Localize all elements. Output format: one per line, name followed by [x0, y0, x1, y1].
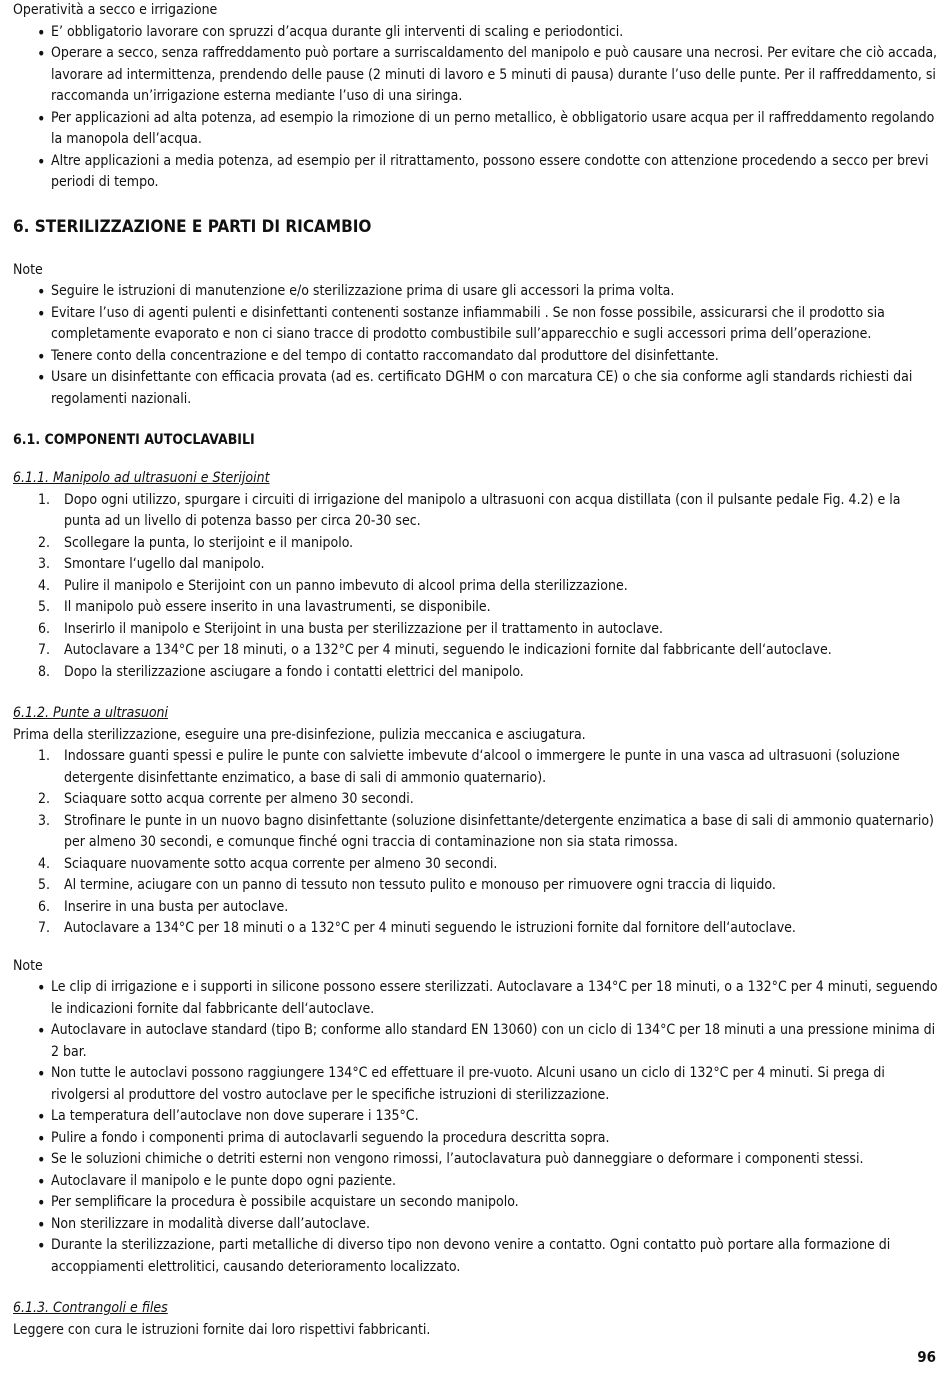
list-item — [13, 597, 938, 619]
list-item — [13, 811, 938, 854]
section-6-1-2-note-list — [13, 977, 938, 1278]
section-6-1-2-intro: Prima della sterilizzazione, eseguire una pre-disinfezione, pulizia meccanica e asciugatura. — [13, 726, 586, 743]
list-item — [13, 854, 938, 876]
section-6-1-2-steps — [13, 746, 938, 940]
step-number: 8. — [38, 663, 51, 680]
step-text: Autoclavare a 134°C per 18 minuti, o a 132°C per 4 minuti, seguendo le indicazioni fornite dal fabbricante dell‘autoclave. — [64, 642, 832, 658]
step-text: Al termine, aciugare con un panno di tessuto non tessuto pulito e monouso per rimuovere ogni traccia di liquido. — [64, 877, 776, 893]
list-item: • Non sterilizzare in modalità diverse dall’autoclave. — [13, 1214, 938, 1236]
step-number: 4. — [38, 855, 51, 872]
section-6-1-title: 6.1. COMPONENTI AUTOCLAVABILI — [13, 432, 255, 448]
list-item — [13, 640, 938, 662]
list-item — [13, 619, 938, 641]
list-item: • Tenere conto della concentrazione e del tempo di contatto raccomandato dal produttore del disinfettante. — [13, 346, 938, 368]
step-text: Inserire in una busta per autoclave. — [64, 898, 289, 915]
list-item: • Autoclavare il manipolo e le punte dopo ogni paziente. — [13, 1171, 938, 1193]
step-number: 7. — [38, 920, 51, 936]
step-number: 5. — [38, 877, 51, 893]
note-label: Note — [13, 957, 43, 974]
list-item: • Le clip di irrigazione e i supporti in silicone possono essere sterilizzati. Autoclavare a 134°C per 18 minuti, o a 132°C per 4 minuti, seguendo le indicazioni fornite dal fabbricante dell‘autoclave. — [13, 977, 938, 1020]
list-item: • La temperatura dell’autoclave non dove superare i 135°C. — [13, 1106, 938, 1128]
list-item: • Usare un disinfettante con efficacia provata (ad es. certificato DGHM o con marcatura CE) o che sia conforme agli standards richiesti dai regolamenti nazionali. — [13, 367, 938, 410]
list-item: • Per applicazioni ad alta potenza, ad esempio la rimozione di un perno metallico, è obbligatorio usare acqua per il raffreddamento regolando la manopola dell’acqua. — [13, 108, 938, 151]
step-number: 2. — [38, 534, 51, 551]
list-item: • Autoclavare in autoclave standard (tipo B; conforme allo standard EN 13060) con un ciclo di 134°C per 18 minuti a una pressione minima di 2 bar. — [13, 1020, 938, 1063]
step-number: 1. — [38, 748, 51, 764]
step-text: Dopo ogni utilizzo, spurgare i circuiti di irrigazione del manipolo a ultrasuoni con acqua distillata (con il pulsante pedale Fig. 4.2) e la punta ad un livello di potenza basso per circa 20-30 sec. — [64, 491, 901, 529]
list-item: • Pulire a fondo i componenti prima di autoclavarli seguendo la procedura descritta sopra. — [13, 1128, 938, 1150]
step-number: 5. — [38, 599, 51, 615]
list-item: • Per semplificare la procedura è possibile acquistare un secondo manipolo. — [13, 1192, 938, 1214]
section-6-1-3-text: Leggere con cura le istruzioni fornite dai loro rispettivi fabbricanti. — [13, 1321, 431, 1338]
step-text: Il manipolo può essere inserito in una lavastrumenti, se disponibile. — [64, 599, 491, 615]
list-item — [13, 897, 938, 919]
list-item — [13, 746, 938, 789]
step-number: 4. — [38, 577, 51, 594]
list-item — [13, 918, 938, 940]
step-text: Smontare l‘ugello dal manipolo. — [64, 556, 265, 572]
step-text: Dopo la sterilizzazione asciugare a fondo i contatti elettrici del manipolo. — [64, 663, 524, 680]
list-item — [13, 576, 938, 598]
step-number: 3. — [38, 556, 51, 572]
step-number: 1. — [38, 491, 51, 508]
section-6-1-2-title: 6.1.2. Punte a ultrasuoni — [13, 705, 169, 721]
section-6-1-1-title: 6.1.1. Manipolo ad ultrasuoni e Sterijoint — [13, 470, 270, 486]
section-6-1-3-title: 6.1.3. Contrangoli e files — [13, 1300, 168, 1316]
step-number: 2. — [38, 791, 51, 807]
step-text: Pulire il manipolo e Sterijoint con un panno imbevuto di alcool prima della sterilizzazione. — [64, 577, 628, 594]
step-number: 3. — [38, 812, 51, 829]
step-text: Sciaquare sotto acqua corrente per almeno 30 secondi. — [64, 791, 414, 807]
section-6-1-1-steps — [13, 490, 938, 684]
list-item: • Non tutte le autoclavi possono raggiungere 134°C ed effettuare il pre-vuoto. Alcuni usano un ciclo di 132°C per 4 minuti. Si prega di rivolgersi al produttore del vostro autoclave per le specifiche istruzioni di sterilizzazione. — [13, 1063, 938, 1106]
step-text: Autoclavare a 134°C per 18 minuti o a 132°C per 4 minuti seguendo le istruzioni fornite dal fornitore dell‘autoclave. — [64, 920, 796, 936]
note-label: Note — [13, 261, 43, 278]
list-item — [13, 554, 938, 576]
list-item: • Evitare l’uso di agenti pulenti e disinfettanti contenenti sostanze infiammabili . Se non fosse possibile, assicurarsi che il prodotto sia completamente evaporato e non ci siano tracce di prodotto combustibile sull’apparecchio e sugli accessori prima dell’operazione. — [13, 303, 938, 346]
list-item — [13, 533, 938, 555]
list-item: • Durante la sterilizzazione, parti metalliche di diverso tipo non devono venire a contatto. Ogni contatto può portare alla formazione di accoppiamenti elettrolitici, causando deterioramento localizzato. — [13, 1235, 938, 1278]
section-6-title: 6. STERILIZZAZIONE E PARTI DI RICAMBIO — [13, 216, 372, 237]
step-number: 6. — [38, 898, 51, 915]
list-item: • Altre applicazioni a media potenza, ad esempio per il ritrattamento, possono essere condotte con attenzione procedendo a secco per brevi periodi di tempo. — [13, 151, 938, 194]
document-page — [13, 0, 938, 1341]
intro-heading: Operatività a secco e irrigazione — [13, 2, 218, 18]
list-item: • E’ obbligatorio lavorare con spruzzi d’acqua durante gli interventi di scaling e periodontici. — [13, 22, 938, 44]
step-number: 7. — [38, 642, 51, 658]
step-text: Scollegare la punta, lo sterijoint e il manipolo. — [64, 534, 354, 551]
list-item — [13, 662, 938, 684]
step-text: Indossare guanti spessi e pulire le punte con salviette imbevute d‘alcool o immergere le punte in una vasca ad ultrasuoni (soluzione detergente disinfettante enzimatico, a base di sali di ammonio quaternario). — [64, 748, 900, 786]
page-number: 96 — [917, 1347, 936, 1366]
list-item: • Operare a secco, senza raffreddamento può portare a surriscaldamento del manipolo e può causare una necrosi. Per evitare che ciò accada, lavorare ad intermittenza, prendendo delle pause (2 minuti di lavoro e 5 minuti di pausa) durante l’uso delle punte. Per il raffreddamento, si raccomanda un’irrigazione esterna mediante l’uso di una siringa. — [13, 43, 938, 108]
list-item — [13, 875, 938, 897]
step-text: Inserirlo il manipolo e Sterijoint in una busta per sterilizzazione per il trattamento in autoclave. — [64, 620, 664, 637]
intro-bullet-list — [13, 22, 938, 194]
list-item — [13, 789, 938, 811]
step-text: Sciaquare nuovamente sotto acqua corrente per almeno 30 secondi. — [64, 855, 498, 872]
list-item — [13, 490, 938, 533]
list-item: • Se le soluzioni chimiche o detriti esterni non vengono rimossi, l’autoclavatura può danneggiare o deformare i componenti stessi. — [13, 1149, 938, 1171]
step-text: Strofinare le punte in un nuovo bagno disinfettante (soluzione disinfettante/detergente enzimatica a base di sali di ammonio quaternario) per almeno 30 secondi, e comunque finché ogni traccia di contaminazione non sia stata rimossa. — [64, 812, 934, 850]
list-item: • Seguire le istruzioni di manutenzione e/o sterilizzazione prima di usare gli accessori la prima volta. — [13, 281, 938, 303]
step-number: 6. — [38, 620, 51, 637]
section-6-note-list — [13, 281, 938, 410]
